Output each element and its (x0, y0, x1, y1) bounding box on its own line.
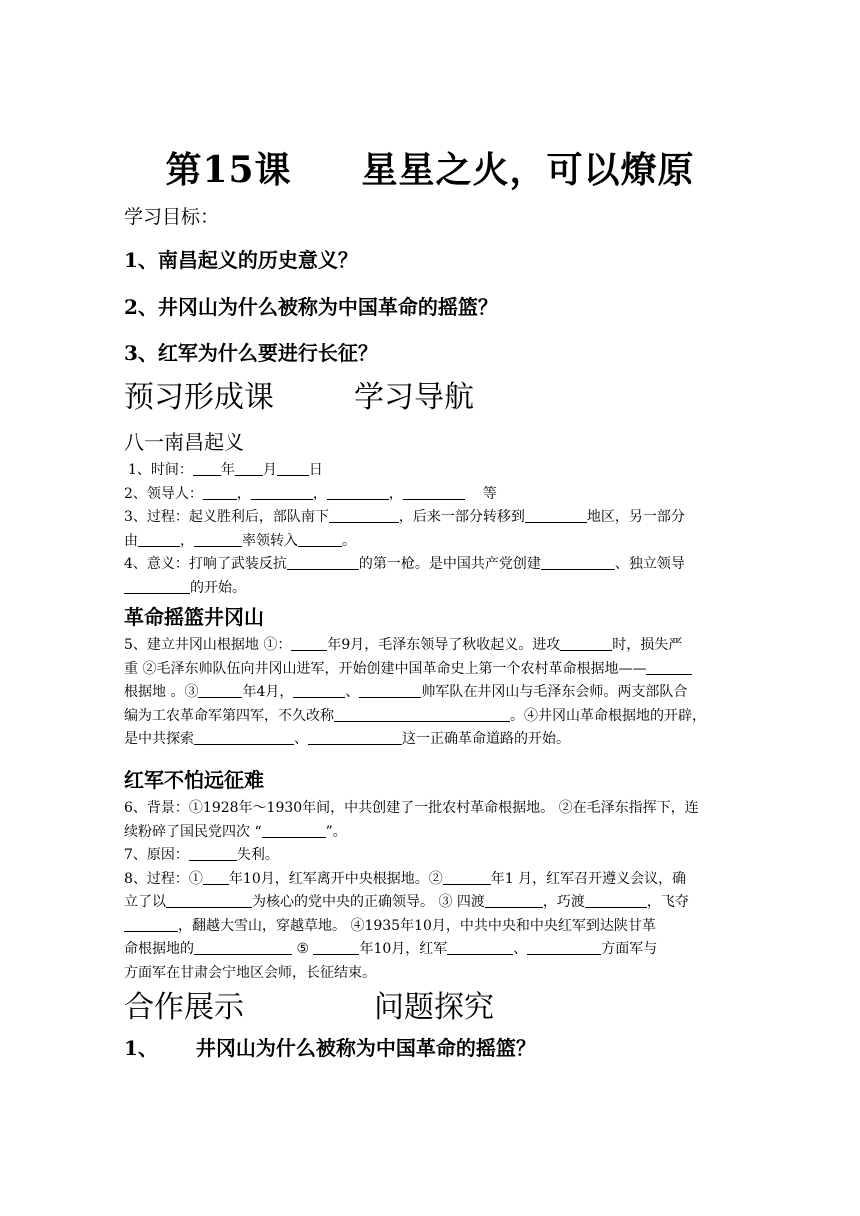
text: 续粉碎了国民党四次 “ (124, 823, 262, 840)
text: 6、背景：①1928年～1930年间，中共创建了一批农村革命根据地。 ②在毛泽东指挥下，连 (124, 800, 699, 816)
text: 8、过程：① (124, 870, 203, 887)
text: 年 (220, 462, 235, 478)
text: 时，损失严 (612, 637, 683, 653)
text: 由 (124, 532, 138, 549)
text: 年9月，毛泽东领导了秋收起义。进攻 (327, 637, 561, 653)
text: 2、领导人： (124, 485, 203, 502)
lesson-name: 星星之火，可以燎原 (361, 149, 695, 191)
section-right: 问题探究 (374, 990, 494, 1025)
blank[interactable] (193, 460, 221, 476)
text: 4、意义：打响了武装反抗 (124, 556, 287, 572)
blank[interactable] (194, 939, 292, 955)
text: 3、过程：起义胜利后，部队南下 (124, 509, 329, 525)
text: 7、原因： (124, 847, 189, 863)
text: ，后来一部分转移到 (398, 509, 525, 525)
section-heading-preview (124, 372, 474, 416)
text: 帅军队在井冈山与毛泽东会师。两支部队合 (421, 684, 688, 700)
text: 根据地 。③ (124, 684, 199, 700)
blank[interactable] (527, 939, 601, 955)
part1-body (124, 459, 738, 600)
text: 重 ②毛泽东帅队伍向井冈山进军，开始创建中国革命史上第一个农村革命根据地—— (124, 660, 647, 677)
blank[interactable] (262, 822, 326, 838)
blank[interactable] (194, 729, 294, 745)
question-item (124, 1032, 536, 1061)
text: ， (180, 532, 194, 549)
blank[interactable] (277, 460, 309, 476)
lesson-number: 第15课 (165, 149, 292, 191)
text: ， (388, 485, 403, 502)
text: 为核心的党中央的正确领导。 ③ 四渡 (252, 894, 485, 910)
blank[interactable] (585, 892, 647, 908)
text: 、独立领导 (614, 556, 685, 572)
blank[interactable] (525, 507, 587, 523)
text: 这一正确革命道路的开始。 (402, 731, 570, 747)
blank[interactable] (298, 531, 342, 547)
text: ， (236, 485, 251, 502)
section-left: 预习形成课 (124, 380, 274, 415)
blank[interactable] (308, 729, 402, 745)
text: 、 (345, 684, 360, 700)
text: 1、时间： (128, 462, 193, 478)
section-right: 学习导航 (354, 380, 474, 415)
question-number: 1、 (124, 1036, 158, 1060)
section-left: 合作展示 (124, 990, 244, 1025)
text: 命根据地的 (124, 941, 194, 957)
text: 率领转入 (242, 532, 298, 549)
blank[interactable] (646, 659, 692, 675)
text: ，飞夺 (646, 894, 689, 910)
text: ，巧渡 (542, 894, 585, 910)
blank[interactable] (203, 484, 237, 500)
text: 的开始。 (190, 579, 246, 596)
blank[interactable] (329, 507, 399, 523)
question-text: 井冈山为什么被称为中国革命的摇篮？ (195, 1036, 536, 1060)
text: ⑤ (292, 941, 314, 957)
blank[interactable] (560, 635, 612, 651)
blank[interactable] (447, 939, 513, 955)
goals-heading: 学习目标： (124, 206, 220, 228)
text: 年10月，红军离开中央根据地。② (228, 870, 443, 887)
blank[interactable] (203, 869, 229, 885)
blank[interactable] (443, 869, 491, 885)
text: 年10月，红军 (359, 941, 448, 957)
text: 日 (308, 462, 323, 478)
part2-heading: 革命摇篮井冈山 (124, 605, 264, 629)
text: 地区，另一部分 (586, 509, 685, 525)
blank[interactable] (138, 531, 180, 547)
blank[interactable] (313, 939, 359, 955)
blank[interactable] (334, 706, 510, 722)
blank[interactable] (189, 845, 237, 861)
text: 立了以 (124, 894, 166, 910)
blank[interactable] (541, 554, 615, 570)
blank[interactable] (485, 892, 543, 908)
blank[interactable] (359, 682, 421, 698)
page-title (0, 142, 860, 193)
part1-heading: 八一南昌起义 (124, 430, 244, 454)
text: 编为工农革命军第四军，不久改称 (124, 707, 334, 724)
text: 是中共探索 (124, 731, 194, 747)
text: 、 (294, 731, 308, 747)
text: 方面军在甘肃会宁地区会师，长征结束。 (124, 964, 376, 981)
text: 等 (482, 485, 497, 502)
blank[interactable] (251, 484, 313, 500)
text: 年1 月，红军召开遵义会议，确 (490, 870, 687, 887)
blank[interactable] (293, 682, 345, 698)
blank[interactable] (166, 892, 252, 908)
blank[interactable] (287, 554, 359, 570)
text: 5、建立井冈山根据地 ①： (124, 637, 292, 653)
blank[interactable] (124, 578, 190, 594)
blank[interactable] (124, 916, 178, 932)
text: 的第一枪。是中国共产党创建 (358, 556, 541, 572)
text: ”。 (325, 823, 347, 840)
text: 、 (513, 941, 528, 957)
part3-body (124, 797, 738, 985)
goal-item: 2、井冈山为什么被称为中国革命的摇篮？ (124, 295, 498, 319)
part3-heading: 红军不怕远征难 (124, 768, 264, 792)
text: 失利。 (236, 847, 279, 863)
text: 月 (262, 462, 277, 478)
text: 。④井冈山革命根据地的开辟， (510, 707, 706, 724)
text: 。 (342, 532, 356, 549)
blank[interactable] (235, 460, 263, 476)
section-heading-cooperation (124, 982, 494, 1026)
text: ， (312, 485, 327, 502)
text: 年4月， (242, 684, 294, 700)
blank[interactable] (198, 682, 242, 698)
goal-item: 1、南昌起义的历史意义？ (124, 248, 358, 272)
text: ，翻越大雪山，穿越草地。 ④1935年10月，中共中央和中央红军到达陕甘革 (178, 917, 656, 934)
text: 方面军与 (601, 941, 658, 957)
goal-item: 3、红军为什么要进行长征？ (124, 341, 378, 365)
blank[interactable] (291, 635, 327, 651)
blank[interactable] (194, 531, 242, 547)
blank[interactable] (327, 484, 389, 500)
part2-body (124, 634, 738, 752)
blank[interactable] (403, 484, 465, 500)
